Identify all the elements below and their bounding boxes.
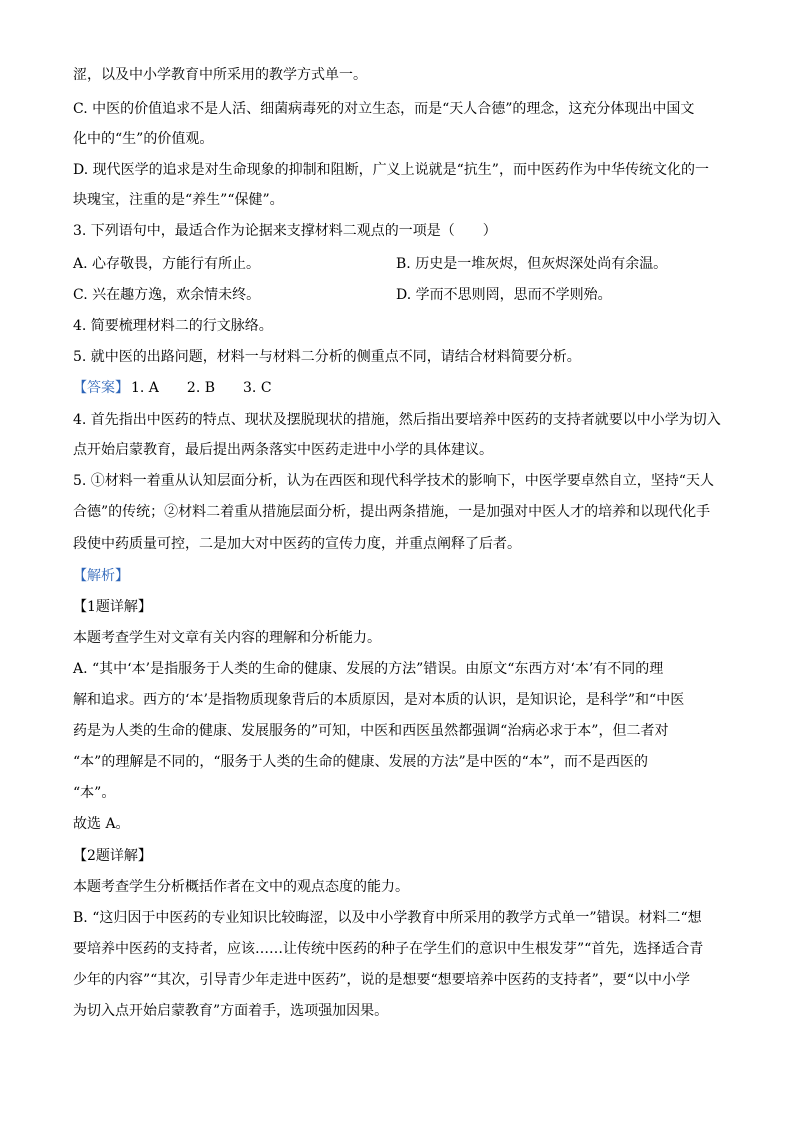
question-3: 3. 下列语句中，最适合作为论据来支撑材料二观点的一项是（ ） bbox=[73, 223, 497, 239]
text-line: 涩，以及中小学教育中所采用的教学方式单一。 bbox=[73, 67, 367, 83]
text-line: 段使中药质量可控，二是加大对中医药的宣传力度，并重点阐释了后者。 bbox=[73, 536, 521, 552]
text-line: 化中的“生”的价值观。 bbox=[73, 131, 214, 147]
question-4: 4. 简要梳理材料二的行文脉络。 bbox=[73, 318, 273, 334]
text-line: 点开始启蒙教育，最后提出两条落实中医药走进中小学的具体建议。 bbox=[73, 442, 493, 458]
option-d-text-line: D. 现代医学的追求是对生命现象的抑制和阻断，广义上说就是“抗生”，而中医药作为中华传统文化的一 bbox=[73, 162, 709, 178]
text-line: 解和追求。西方的‘本’是指物质现象背后的本质原因，是对本质的认识，是知识论，是科学”和“中医 bbox=[73, 692, 685, 708]
text-line: “本”的理解是不同的，“服务于人类的生命的健康、发展的方法”是中医的“本”，而不是西医的 bbox=[73, 754, 648, 770]
question-5: 5. 就中医的出路问题，材料一与材料二分析的侧重点不同，请结合材料简要分析。 bbox=[73, 349, 581, 365]
text-line: 故选 A。 bbox=[73, 816, 130, 832]
text-line: 药是为人类的生命的健康、发展服务的”可知，中医和西医虽然都强调“治病必求于本”，但二者对 bbox=[73, 723, 669, 739]
text-line: 本题考查学生分析概括作者在文中的观点态度的能力。 bbox=[73, 879, 409, 895]
choice-d: D. 学而不思则罔，思而不学则殆。 bbox=[396, 287, 612, 303]
answer-5-line: 5. ①材料一着重从认知层面分析，认为在西医和现代科学技术的影响下，中医学要卓然自立，坚持“天人 bbox=[73, 473, 714, 489]
text-line: 本题考查学生对文章有关内容的理解和分析能力。 bbox=[73, 630, 381, 646]
text-line: 块瑰宝，注重的是“养生”“保健”。 bbox=[73, 192, 284, 208]
answer-label: 【答案】 bbox=[73, 380, 129, 396]
text-line: B. “这归因于中医药的专业知识比较晦涩，以及中小学教育中所采用的教学方式单一”错误。材料二“想 bbox=[73, 910, 702, 926]
option-c-text-line: C. 中医的价值追求不是人活、细菌病毒死的对立生态，而是“天人合德”的理念，这充分体现出中国文 bbox=[73, 101, 695, 117]
text-line: 为切入点开始启蒙教育”方面着手，选项强加因果。 bbox=[73, 1003, 389, 1019]
text-line: A. “其中‘本’是指服务于人类的生命的健康、发展的方法”错误。由原文“东西方对‘本’有不同的理 bbox=[73, 661, 664, 677]
section-heading-1: 【1题详解】 bbox=[73, 599, 152, 615]
text-line: 要培养中医药的支持者，应该……让传统中医药的种子在学生们的意识中生根发芽”“首先，选择适合青 bbox=[73, 941, 704, 957]
answer-values: 1. A 2. B 3. C bbox=[131, 380, 272, 396]
text-line: 少年的内容”“其次，引导青少年走进中医药”，说的是想要“想要培养中医药的支持者”，要“以中小学 bbox=[73, 972, 690, 988]
choice-b: B. 历史是一堆灰烬，但灰烬深处尚有余温。 bbox=[396, 256, 668, 272]
choice-a: A. 心存敬畏，方能行有所止。 bbox=[73, 256, 261, 272]
choice-c: C. 兴在趣方逸，欢余情未终。 bbox=[73, 287, 261, 303]
text-line: “本”。 bbox=[73, 785, 116, 801]
answer-4-line: 4. 首先指出中医药的特点、现状及摆脱现状的措施，然后指出要培养中医药的支持者就要以中小学为切入 bbox=[73, 412, 721, 428]
text-line: 合德”的传统；②材料二着重从措施层面分析，提出两条措施，一是加强对中医人才的培养和以现代化手 bbox=[73, 504, 711, 520]
section-heading-2: 【2题详解】 bbox=[73, 848, 152, 864]
answer-line bbox=[73, 377, 723, 399]
analysis-label: 【解析】 bbox=[73, 568, 129, 584]
